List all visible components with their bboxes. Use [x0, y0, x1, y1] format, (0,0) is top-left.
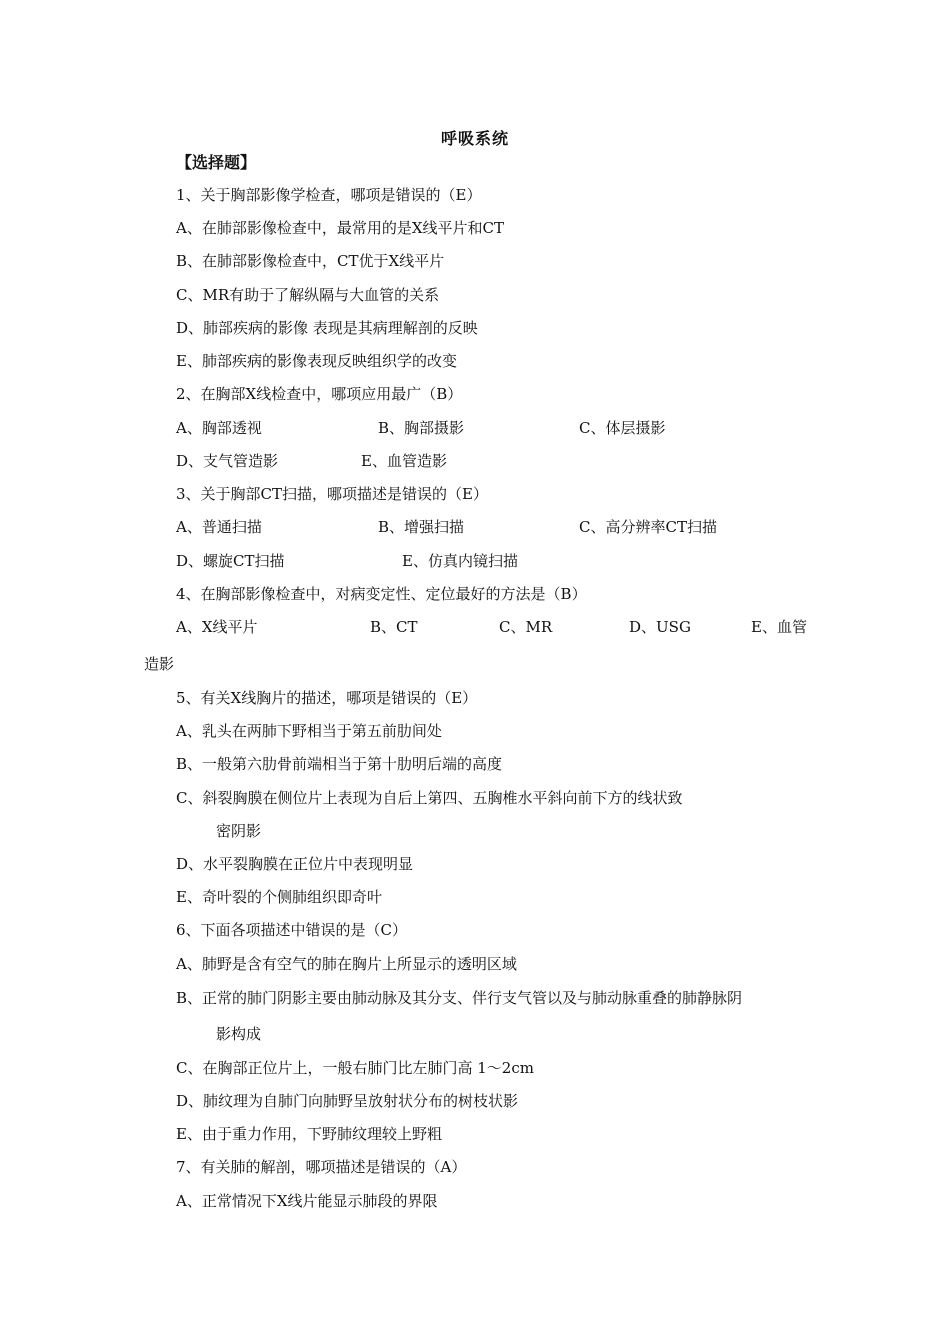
question-3-option-e: E、仿真内镜扫描: [402, 552, 518, 570]
question-2-option-a: A、胸部透视: [176, 419, 262, 437]
section-heading: 【选择题】: [176, 153, 257, 172]
question-5-option-a: A、乳头在两肺下野相当于第五前肋间处: [176, 722, 442, 740]
question-2-option-e: E、血管造影: [361, 452, 447, 470]
question-7-stem: 7、有关肺的解剖，哪项描述是错误的（A）: [176, 1158, 467, 1176]
question-4-option-e: E、血管: [751, 618, 807, 636]
question-6-stem: 6、下面各项描述中错误的是（C）: [176, 921, 408, 939]
question-5-option-d: D、水平裂胸膜在正位片中表现明显: [176, 855, 414, 873]
question-2-stem: 2、在胸部X线检查中，哪项应用最广（B）: [176, 385, 463, 403]
question-1-option-a: A、在肺部影像检查中，最常用的是X线平片和CT: [176, 219, 504, 237]
question-4-stem: 4、在胸部影像检查中，对病变定性、定位最好的方法是（B）: [176, 585, 587, 603]
question-1-stem: 1、关于胸部影像学检查，哪项是错误的（E）: [176, 186, 482, 204]
question-3-option-c: C、高分辨率CT扫描: [579, 518, 717, 536]
question-6-option-e: E、由于重力作用，下野肺纹理较上野粗: [176, 1125, 442, 1143]
question-3-option-a: A、普通扫描: [176, 518, 262, 536]
question-2-option-b: B、胸部摄影: [378, 419, 465, 437]
question-1-option-d: D、肺部疾病的影像 表现是其病理解剖的反映: [176, 319, 478, 337]
question-6-option-c: C、在胸部正位片上，一般右肺门比左肺门高 1～2cm: [176, 1059, 534, 1077]
question-1-option-b: B、在肺部影像检查中，CT优于X线平片: [176, 252, 445, 270]
question-4-option-a: A、X线平片: [176, 618, 258, 636]
question-4-option-d: D、USG: [629, 618, 691, 636]
question-6-option-a: A、肺野是含有空气的肺在胸片上所显示的透明区域: [176, 955, 517, 973]
page-title: 呼吸系统: [440, 129, 509, 148]
question-4-option-e-continued: 造影: [144, 655, 175, 673]
question-5-option-c: C、斜裂胸膜在侧位片上表现为自后上第四、五胸椎水平斜向前下方的线状致: [176, 789, 683, 807]
question-3-option-b: B、增强扫描: [378, 518, 465, 536]
question-3-option-d: D、螺旋CT扫描: [176, 552, 285, 570]
question-6-option-b: B、正常的肺门阴影主要由肺动脉及其分支、伴行支气管以及与肺动脉重叠的肺静脉阴: [176, 989, 743, 1007]
question-2-option-c: C、体层摄影: [579, 419, 666, 437]
question-3-stem: 3、关于胸部CT扫描，哪项描述是错误的（E）: [176, 485, 488, 503]
question-4-option-c: C、MR: [499, 618, 553, 636]
question-7-option-a: A、正常情况下X线片能显示肺段的界限: [176, 1192, 438, 1210]
question-5-option-c-continued: 密阴影: [216, 822, 262, 840]
question-5-stem: 5、有关X线胸片的描述，哪项是错误的（E）: [176, 689, 478, 707]
question-4-option-b: B、CT: [370, 618, 418, 636]
question-6-option-d: D、肺纹理为自肺门向肺野呈放射状分布的树枝状影: [176, 1092, 519, 1110]
question-1-option-e: E、肺部疾病的影像表现反映组织学的改变: [176, 352, 457, 370]
question-5-option-b: B、一般第六肋骨前端相当于第十肋明后端的高度: [176, 755, 503, 773]
question-2-option-d: D、支气管造影: [176, 452, 279, 470]
question-5-option-e: E、奇叶裂的个侧肺组织即奇叶: [176, 888, 382, 906]
question-1-option-c: C、MR有助于了解纵隔与大血管的关系: [176, 286, 440, 304]
question-6-option-b-continued: 影构成: [216, 1025, 262, 1043]
